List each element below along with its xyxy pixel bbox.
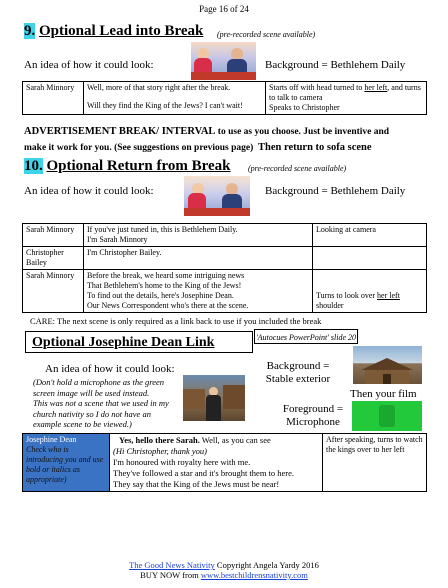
dialogue-line: Well, more of that story right after the break. [87,83,231,92]
speaker-cell: Sarah Minnory [23,82,84,115]
section-note: (pre-recorded scene available) [248,164,347,173]
dialogue-cell [110,434,323,492]
direction-cell: Looking at camera [313,224,427,247]
josephine-title-box [25,331,253,353]
dialogue-line: To find out the details, here's Josephine Dean. [87,291,234,300]
dialogue-line: They say that the King of the Jews must be near! [113,479,280,489]
stable-image [353,346,422,384]
section-title: Optional Return from Break [46,158,231,174]
dialogue-line: Before the break, we heard some intriguing news [87,271,245,280]
dialogue-line: I'm Christopher Bailey. [87,248,162,257]
footer [0,560,448,580]
dialogue-line: That Bethlehem's home to the King of the Jews! [87,281,242,290]
direction-cell: Turns to look over her left shoulder [313,270,427,313]
background-label: Background = Bethlehem Daily [265,59,406,71]
care-note: CARE: The next scene is only required as a link back to use if you included the break [30,316,322,326]
news-set-thumbnail [191,42,256,80]
green-screen-image [352,401,422,431]
page-number: Page 16 of 24 [199,4,249,14]
advert-line-1: ADVERTISEMENT BREAK/ INTERVAL to use as you choose. Just be inventive and [24,126,390,137]
speaker-cell: Josephine Dean Check who is introducing you and use bold or italics as appropriate) [23,434,110,492]
section-title: Optional Lead into Break [39,23,204,39]
section-10-heading [24,158,231,175]
direction-cell [313,247,427,270]
dialogue-line: Yes, hello there Sarah. Well, as you can see [119,435,271,445]
then-your-film: Then your film [350,388,417,400]
dialogue-cell [84,82,266,115]
speaker-cell: Sarah Minnory [23,224,84,247]
script-table-10 [22,223,427,313]
footer-line-1: The Good News Nativity Copyright Angela Yardy 2016 [129,560,319,570]
dialogue-line: They've followed a star and it's brought them to here. [113,468,295,478]
speaker-cell: Christopher Bailey [23,247,84,270]
section-number: 9. [24,23,36,39]
section-9-heading [24,23,203,40]
foreground-label: Foreground = Microphone [282,403,344,428]
footer-website-link[interactable]: www.bestchildrensnativity.com [200,570,308,580]
advert-line-2: make it work for you. (See suggestions on previous page) Then return to sofa scene [24,142,372,153]
speaker-cell: Sarah Minnory [23,270,84,313]
dialogue-line: I'm honoured with royalty here with me. [113,457,251,467]
table-row [23,434,427,492]
dialogue-line: If you've just tuned in, this is Bethlehem Daily. [87,225,238,234]
idea-label: An idea of how it could look: [24,185,154,197]
table-row [23,270,427,313]
footer-line-2: BUY NOW from www.bestchildrensnativity.com [140,570,308,580]
autocues-note: 'Autocues PowerPoint' slide 20 [254,329,358,344]
direction-cell [266,82,427,115]
script-table-9 [22,81,427,115]
dialogue-line: Will they find the King of the Jews? I can't wait! [87,101,243,110]
direction-line: Speaks to Christopher [269,103,340,112]
table-row [23,82,427,115]
idea-label: An idea of how it could look: [45,363,175,375]
table-row [23,224,427,247]
section-note: (pre-recorded scene available) [217,30,316,39]
direction-cell: After speaking, turns to watch the kings over to her left [323,434,427,492]
josephine-note: (Don't hold a microphone as the green screen image will be used instead. This was not a scene that we used in my church nativity so I do not have an example scene to be viewed.) [33,377,169,429]
dialogue-cell [84,224,313,247]
correspondent-image [183,375,245,421]
background-label: Background = Bethlehem Daily [265,185,406,197]
news-set-thumbnail [184,176,250,216]
script-table-josephine [22,433,427,492]
section-number: 10. [24,158,43,174]
josephine-title: Optional Josephine Dean Link [32,335,215,350]
idea-label: An idea of how it could look: [24,59,154,71]
dialogue-line: I'm Sarah Minnory [87,235,148,244]
dialogue-line: (Hi Christopher, thank you) [113,446,207,456]
table-row [23,247,427,270]
dialogue-cell [84,247,313,270]
dialogue-cell [84,270,313,313]
advert-block [24,124,434,156]
footer-title-link[interactable]: The Good News Nativity [129,560,215,570]
background-label: Background = Stable exterior [265,360,331,385]
direction-line: Starts off with head turned to her left, and turns to talk to camera [269,83,421,102]
dialogue-line: Our News Correspondent who's there at the scene. [87,301,249,310]
